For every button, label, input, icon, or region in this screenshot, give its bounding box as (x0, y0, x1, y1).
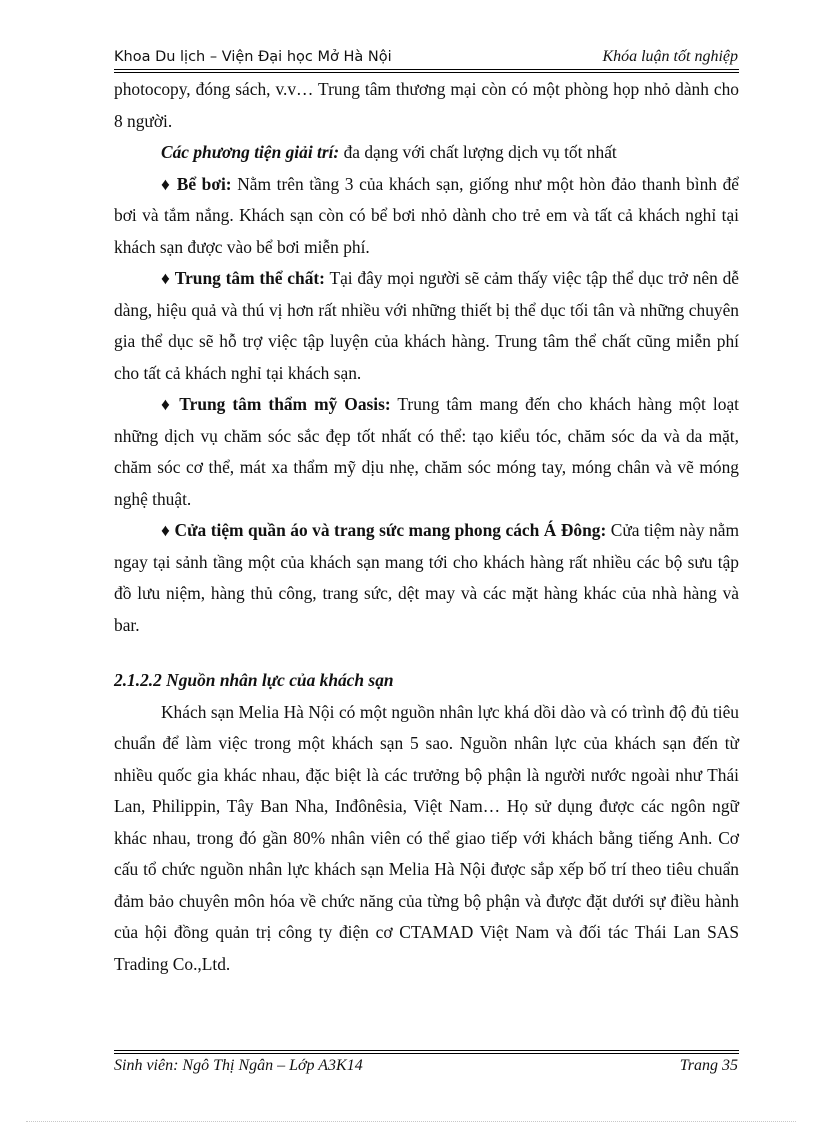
paragraph-pool (114, 169, 739, 264)
paragraph-entertainment (114, 137, 739, 169)
paragraph-fitness (114, 263, 739, 389)
page-number: Trang 35 (679, 1057, 738, 1074)
paragraph-boutique (114, 515, 739, 641)
boutique-label: ♦ Cửa tiệm quần áo và trang sức mang phong cách Á Đông: (161, 520, 607, 540)
spa-label: ♦ Trung tâm thẩm mỹ Oasis: (161, 394, 391, 414)
pool-text: Nằm trên tầng 3 của khách sạn, giống như một hòn đảo thanh bình để bơi và tắm nắng. Khách sạn còn có bể bơi nhỏ dành cho trẻ em và tất cả khách nghỉ tại khách sạn được vào bể bơi miễn phí. (114, 173, 739, 257)
footer-student: Sinh viên: Ngô Thị Ngân – Lớp A3K14 (114, 1057, 363, 1074)
header-rule-double (114, 72, 739, 73)
fitness-label: ♦ Trung tâm thể chất: (161, 268, 325, 288)
entertainment-label: Các phương tiện giải trí: (161, 142, 340, 162)
footer-rule-double (114, 1053, 739, 1054)
paragraph-human-resources: Khách sạn Melia Hà Nội có một nguồn nhân lực khá dồi dào và có trình độ đủ tiêu chuẩn để làm việc trong một khách sạn 5 sao. Nguồn nhân lực của khách sạn đến từ nhiều quốc gia khác nhau, đặc biệt là các trưởng bộ phận là người nước ngoài như Thái Lan, Philippin, Tây Ban Nha, Inđônêsia, Việt Nam… Họ sử dụng được các ngôn ngữ khác nhau, trong đó gần 80% nhân viên có thể giao tiếp với khách bằng tiếng Anh. Cơ cấu tổ chức nguồn nhân lực khách sạn Melia Hà Nội được sắp xếp bố trí theo tiêu chuẩn đảm bảo chuyên môn hóa về chức năng của từng bộ phận và được đặt dưới sự điều hành của hội đồng quản trị công ty điện cơ CTAMAD Việt Nam và đối tác Thái Lan SAS Trading Co.,Ltd. (114, 701, 739, 974)
header-doc-type: Khóa luận tốt nghiệp (602, 48, 738, 65)
header-institution: Khoa Du lịch – Viện Đại học Mở Hà Nội (114, 49, 392, 65)
page-header (114, 46, 738, 68)
fitness-text: Tại đây mọi người sẽ cảm thấy việc tập thể dục trở nên dễ dàng, hiệu quả và thú vị hơn rất nhiều với những thiết bị thể dục tối tân và những chuyên gia thể dục sẽ hỗ trợ việc tập luyện của khách hàng. Trung tâm thể chất cũng miễn phí cho tất cả khách nghỉ tại khách sạn. (114, 268, 739, 383)
page-body (114, 74, 739, 980)
paragraph-spa (114, 389, 739, 515)
entertainment-text: đa dạng với chất lượng dịch vụ tốt nhất (339, 142, 617, 162)
header-rule (114, 69, 739, 70)
page-footer (114, 1057, 738, 1079)
footer-rule (114, 1050, 739, 1051)
page-bottom-edge (26, 1121, 796, 1122)
boutique-text: Cửa tiệm này nằm ngay tại sảnh tầng một của khách sạn mang tới cho khách hàng rất nhiều các bộ sưu tập đồ lưu niệm, hàng thủ công, trang sức, dệt may và các mặt hàng khác của nhà hàng và bar. (114, 520, 739, 635)
pool-label: ♦ Bể bơi: (161, 173, 232, 194)
spa-text: Trung tâm mang đến cho khách hàng một loạt những dịch vụ chăm sóc sắc đẹp tốt nhất có thể: tạo kiểu tóc, chăm sóc da và da mặt, chăm sóc cơ thể, mát xa thẩm mỹ dịu nhẹ, chăm sóc móng tay, móng chân và vẽ móng nghệ thuật. (114, 394, 739, 509)
paragraph-continuation: photocopy, đóng sách, v.v… Trung tâm thương mại còn có một phòng họp nhỏ dành cho 8 người. (114, 79, 739, 131)
section-heading: 2.1.2.2 Nguồn nhân lực của khách sạn (114, 670, 394, 690)
